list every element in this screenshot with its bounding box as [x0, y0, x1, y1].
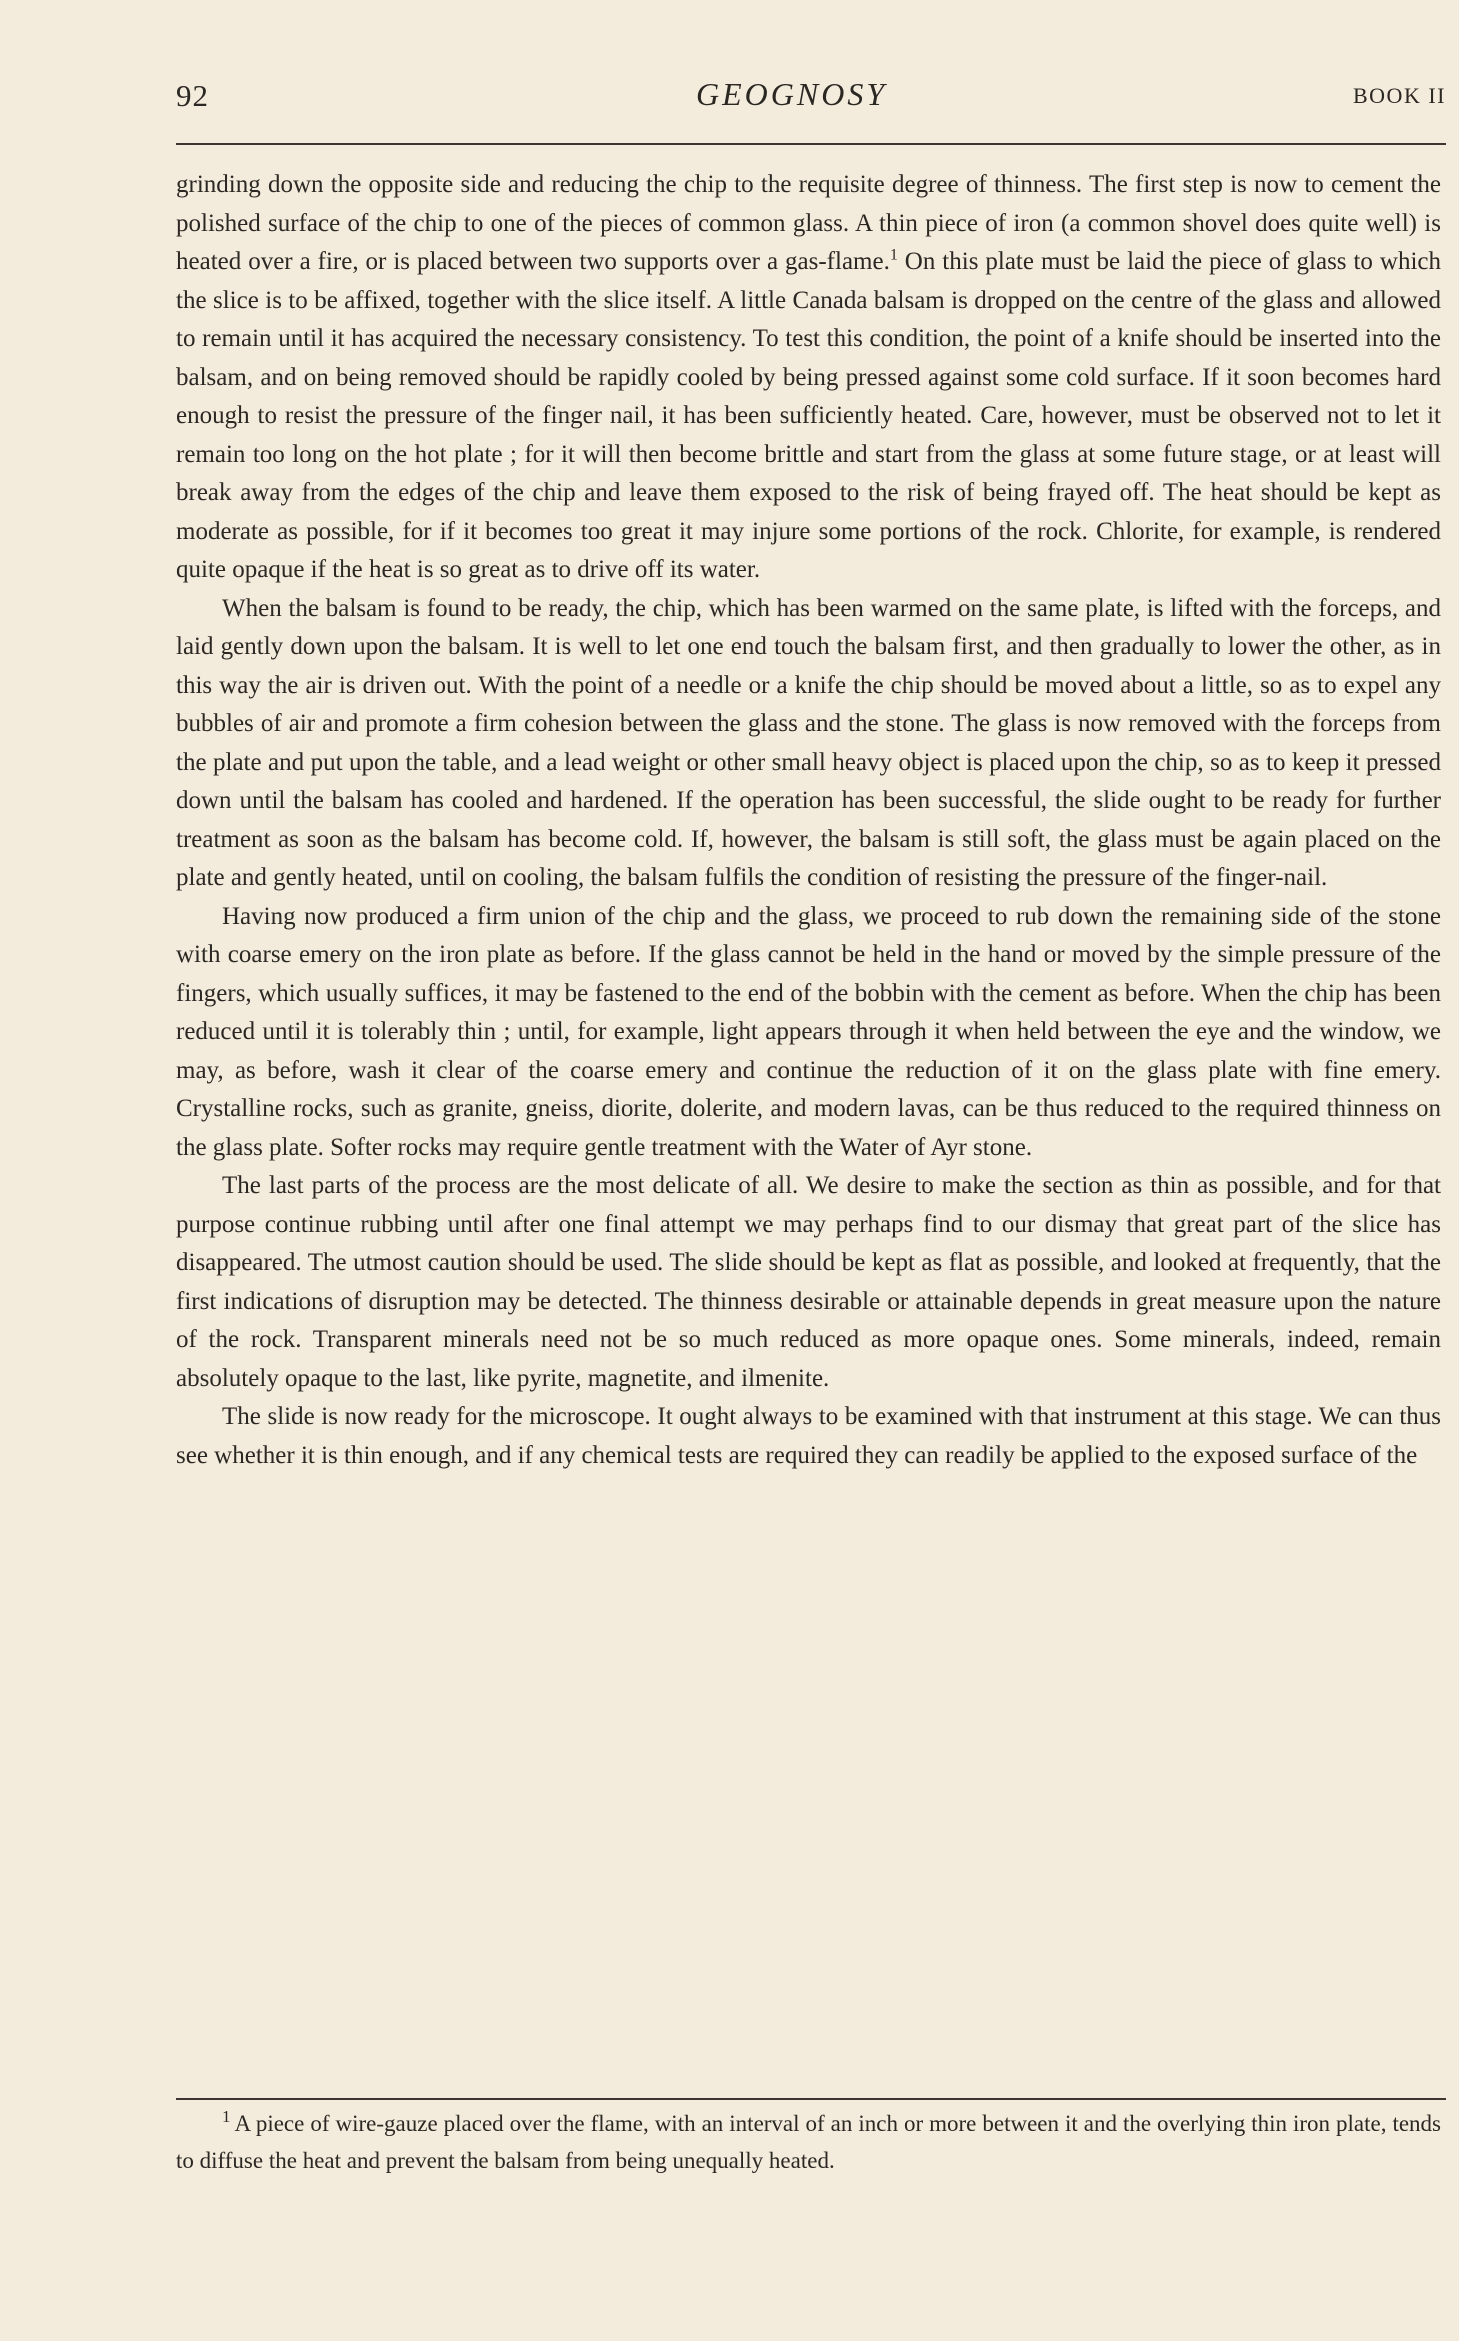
paragraph: Having now produced a firm union of the chip and the glass, we proceed to rub down the remaining side of the stone with coarse emery on the iron plate as before. If the glass cannot be held in the hand or moved by the simple pressure of the fingers, which usually suffices, it may be fastened to the end of the bobbin with the cement as before. When the chip has been reduced until it is tolerably thin ; until, for example, light appears through it when held between the eye and the window, we may, as before, wash it clear of the coarse emery and continue the reduction of it on the glass plate with fine emery. Crystalline rocks, such as granite, gneiss, diorite, dolerite, and modern lavas, can be thus reduced to the required thinness on the glass plate. Softer rocks may require gentle treatment with the Water of Ayr stone. — [176, 902, 1441, 1161]
footnote-text: A piece of wire-gauze placed over the flame, with an interval of an inch or more between it and the overlying thin iron plate, tends to diffuse the heat and prevent the balsam from being unequally heated. — [176, 2111, 1441, 2173]
footnote — [176, 2105, 1441, 2179]
running-header — [176, 78, 1446, 118]
page-number: 92 — [176, 78, 209, 113]
running-title: GEOGNOSY — [696, 76, 888, 112]
footnote-marker: 1 — [222, 2107, 231, 2127]
paragraph: The last parts of the process are the most delicate of all. We desire to make the section as thin as possible, and for that purpose continue rubbing until after one final attempt we may perhaps find to our dismay that great part of the slice has disappeared. The utmost caution should be used. The slide should be kept as flat as possible, and looked at frequently, that the first indications of disruption may be detected. The thinness desirable or attainable depends in great measure upon the nature of the rock. Transparent minerals need not be so much reduced as more opaque ones. Some minerals, indeed, remain absolutely opaque to the last, like pyrite, magnetite, and ilmenite. — [176, 1172, 1441, 1392]
paragraph: When the balsam is found to be ready, the chip, which has been warmed on the same plate, is lifted with the forceps, and laid gently down upon the balsam. It is well to let one end touch the balsam first, and then gradually to lower the other, as in this way the air is driven out. With the point of a needle or a knife the chip should be moved about a little, so as to expel any bubbles of air and promote a firm cohesion between the glass and the stone. The glass is now removed with the forceps from the plate and put upon the table, and a lead weight or other small heavy object is placed upon the chip, so as to keep it pressed down until the balsam has cooled and hardened. If the operation has been successful, the slide ought to be ready for further treatment as soon as the balsam has become cold. If, however, the balsam is still soft, the glass must be again placed on the plate and gently heated, until on cooling, the balsam fulfils the condition of resisting the pressure of the finger-nail. — [176, 594, 1441, 891]
body-text — [176, 166, 1441, 1475]
paragraph-text: grinding down the opposite side and reducing the chip to the requisite degree of thinness. The first step is now to cement the polished surface of the chip to one of the pieces of common glass. A thin piece of iron (a common shovel does quite well) is heated over a fire, or is placed between two supports over a gas-flame. — [176, 171, 1441, 275]
paragraph-continued — [176, 166, 1441, 590]
book-label: BOOK II — [1353, 83, 1446, 108]
footnote-reference: 1 — [889, 246, 898, 264]
paragraph: The slide is now ready for the microscope. It ought always to be examined with that instrument at this stage. We can thus see whether it is thin enough, and if any chemical tests are required they can readily be applied to the exposed surface of the — [176, 1403, 1441, 1469]
header-rule — [176, 143, 1446, 145]
footnote-rule — [176, 2098, 1446, 2100]
paragraph-text: On this plate must be laid the piece of glass to which the slice is to be affixed, together with the slice itself. A little Canada balsam is dropped on the centre of the glass and allowed to remain until it has acquired the necessary consistency. To test this condition, the point of a knife should be inserted into the balsam, and on being removed should be rapidly cooled by being pressed against some cold surface. If it soon becomes hard enough to resist the pressure of the finger nail, it has been sufficiently heated. Care, however, must be observed not to let it remain too long on the hot plate ; for it will then become brittle and start from the glass at some future stage, or at least will break away from the edges of the chip and leave them exposed to the risk of being frayed off. The heat should be kept as moderate as possible, for if it becomes too great it may injure some portions of the rock. Chlorite, for example, is rendered quite opaque if the heat is so great as to drive off its water. — [176, 248, 1441, 583]
